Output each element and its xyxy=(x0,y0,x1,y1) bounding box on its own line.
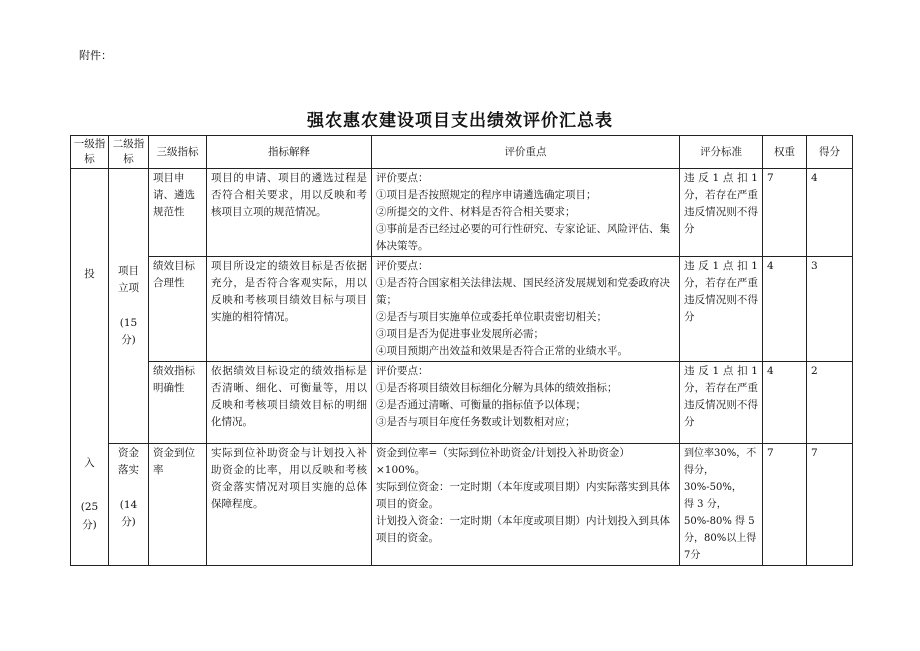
page-title: 强农惠农建设项目支出绩效评价汇总表 xyxy=(307,111,613,131)
header-weight: 权重 xyxy=(763,136,807,169)
score-value: 3 xyxy=(807,257,853,362)
indicator-explanation: 依据绩效目标设定的绩效指标是否清晰、细化、可衡量等，用以反映和考核项目绩效目标的明细化情况。 xyxy=(207,362,372,444)
standard-line: 7分 xyxy=(684,550,701,561)
standard-line: 得 3 分， xyxy=(684,499,727,510)
weight-value: 7 xyxy=(763,444,807,566)
level3-indicator: 资金到位率 xyxy=(149,444,207,566)
level2-indicator-cell xyxy=(109,444,149,566)
weight-value: 4 xyxy=(763,257,807,362)
standard-line: 到位率30%，不 xyxy=(684,448,757,459)
header-evaluation-focus: 评价重点 xyxy=(372,136,680,169)
standard-line: 分，80%以上得 xyxy=(684,533,757,544)
scoring-standard: 违反1点扣1分，若存在严重违反情况则不得分 xyxy=(680,362,763,444)
focus-line: ②所提交的文件、材料是否符合相关要求； xyxy=(376,206,576,218)
level1-char-top: 投 xyxy=(84,268,95,280)
focus-line: 资金到位率=（实际到位补助资金/计划投入补助资金）×100%。 xyxy=(376,447,630,476)
evaluation-focus xyxy=(372,444,680,566)
indicator-explanation: 实际到位补助资金与计划投入补助资金的比率，用以反映和考核资金落实情况对项目实施的总体保障程度。 xyxy=(207,444,372,566)
table-row xyxy=(71,444,853,566)
evaluation-focus xyxy=(372,362,680,444)
table-row xyxy=(71,257,853,362)
scoring-standard: 违反1点扣1分，若存在严重违反情况则不得分 xyxy=(680,169,763,257)
focus-line: ①是否符合国家相关法律法规、国民经济发展规划和党委政府决策； xyxy=(376,277,670,306)
header-level3: 三级指标 xyxy=(149,136,207,169)
indicator-explanation: 项目的申请、项目的遴选过程是否符合相关要求，用以反映和考核项目立项的规范情况。 xyxy=(207,169,372,257)
focus-line: 评价要点： xyxy=(376,172,429,184)
score-value: 2 xyxy=(807,362,853,444)
score-value: 7 xyxy=(807,444,853,566)
header-scoring-standard: 评分标准 xyxy=(680,136,763,169)
scoring-standard xyxy=(680,444,763,566)
focus-line: 计划投入资金：一定时期（本年度或项目期）内计划投入到具体项目的资金。 xyxy=(376,515,670,544)
header-score: 得分 xyxy=(807,136,853,169)
focus-line: ③是否与项目年度任务数或计划数相对应； xyxy=(376,416,576,428)
focus-line: ①是否将项目绩效目标细化分解为具体的绩效指标； xyxy=(376,382,618,394)
evaluation-focus xyxy=(372,257,680,362)
header-level2: 二级指标 xyxy=(109,136,149,169)
table-row xyxy=(71,169,853,257)
scoring-standard: 违反1点扣1分，若存在严重违反情况则不得分 xyxy=(680,257,763,362)
level3-indicator: 绩效指标明确性 xyxy=(149,362,207,444)
table-row xyxy=(71,362,853,444)
level3-indicator: 绩效目标合理性 xyxy=(149,257,207,362)
weight-value: 7 xyxy=(763,169,807,257)
header-explanation: 指标解释 xyxy=(207,136,372,169)
level1-points: (25分) xyxy=(80,501,99,531)
evaluation-summary-table xyxy=(70,135,853,566)
weight-value: 4 xyxy=(763,362,807,444)
level2-indicator-cell xyxy=(109,169,149,444)
evaluation-focus xyxy=(372,169,680,257)
focus-line: ②是否通过清晰、可衡量的指标值予以体现； xyxy=(376,399,586,411)
focus-line: 实际到位资金：一定时期（本年度或项目期）内实际落实到具体项目的资金。 xyxy=(376,481,670,510)
level3-indicator: 项目申请、遴选规范性 xyxy=(149,169,207,257)
level1-indicator-cell xyxy=(71,169,109,566)
level2-points: (14分) xyxy=(119,499,138,528)
focus-line: ④项目预期产出效益和效果是否符合正常的业绩水平。 xyxy=(376,345,628,357)
focus-line: ①项目是否按照规定的程序申请遴选确定项目； xyxy=(376,189,597,201)
attachment-label: 附件： xyxy=(79,49,112,62)
table-header-row xyxy=(71,136,853,169)
header-level1: 一级指标 xyxy=(71,136,109,169)
level2-points: (15分) xyxy=(119,317,138,346)
level2-name: 资金落实 xyxy=(118,447,139,476)
level2-name: 项目立项 xyxy=(118,265,139,294)
score-value: 4 xyxy=(807,169,853,257)
standard-line: 得分，30%-50%， xyxy=(684,465,742,493)
focus-line: ③项目是否为促进事业发展所必需； xyxy=(376,328,544,340)
focus-line: ②是否与项目实施单位或委托单位职责密切相关； xyxy=(376,311,607,323)
level1-char-bottom: 入 xyxy=(84,457,95,469)
focus-line: 评价要点： xyxy=(376,260,429,272)
standard-line: 50%-80% 得 5 xyxy=(684,516,755,527)
indicator-explanation: 项目所设定的绩效目标是否依据充分，是否符合客观实际，用以反映和考核项目绩效目标与项目实施的相符情况。 xyxy=(207,257,372,362)
focus-line: 评价要点： xyxy=(376,365,429,377)
focus-line: ③事前是否已经过必要的可行性研究、专家论证、风险评估、集体决策等。 xyxy=(376,223,670,252)
